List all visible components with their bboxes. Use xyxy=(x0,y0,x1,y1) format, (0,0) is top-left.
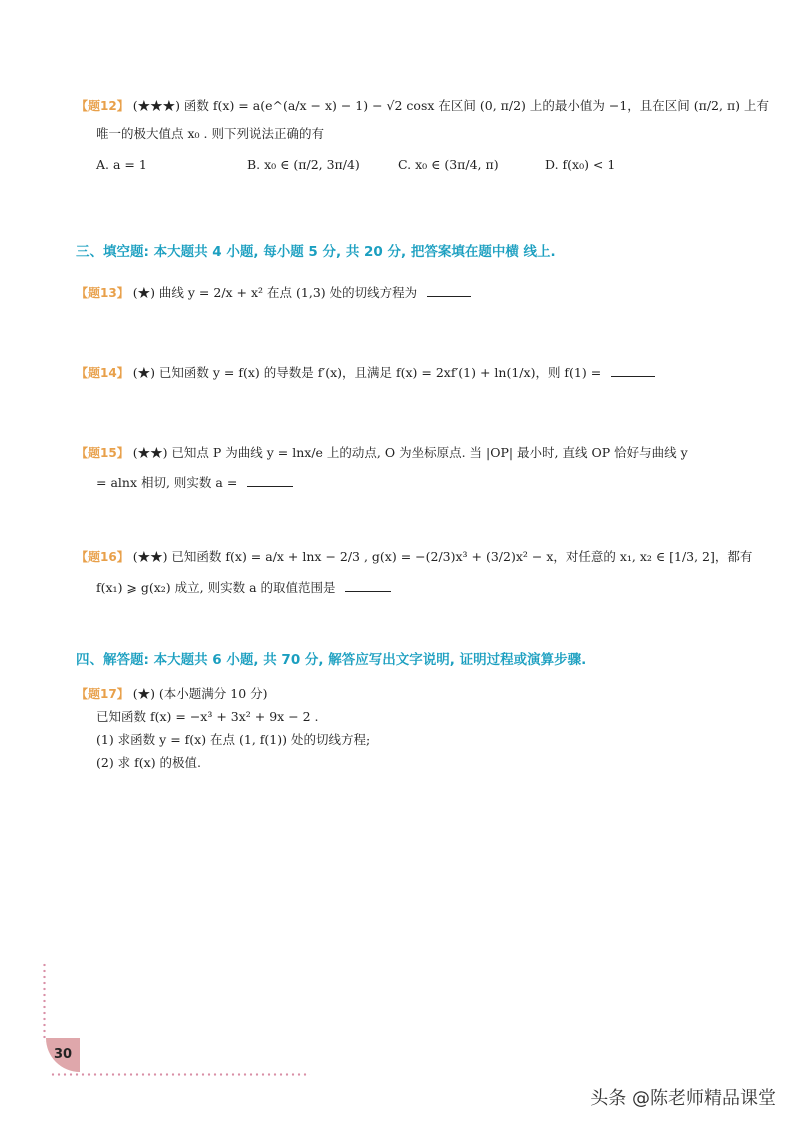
q12-option-d: D. f(x₀) < 1 xyxy=(545,157,616,172)
q17-tag: 【题17】 xyxy=(76,687,129,701)
q12-tag: 【题12】 xyxy=(76,99,129,113)
q13-tag: 【题13】 xyxy=(76,286,129,300)
q12-option-a: A. a = 1 xyxy=(96,157,147,172)
section-3-heading: 三、填空题: 本大题共 4 小题, 每小题 5 分, 共 20 分, 把答案填在题中横 线上. xyxy=(76,244,556,260)
watermark: 头条 @陈老师精品课堂 xyxy=(590,1088,776,1109)
q12-option-c: C. x₀ ∈ (3π/4, π) xyxy=(398,157,499,172)
q14 xyxy=(76,362,655,381)
q17-line-3: (2) 求 f(x) 的极值. xyxy=(96,755,202,770)
q12-line1 xyxy=(76,96,769,114)
q16-text-line1: (★★) 已知函数 f(x) = a/x + lnx − 2/3 , g(x) = −(2/3)x³ + (3/2)x² − x，对任意的 x₁, x₂ ∈ [1/3, 2]，都有 xyxy=(132,549,753,564)
decorative-dotted-line-horizontal xyxy=(50,1073,310,1076)
q16-line2 xyxy=(96,577,391,596)
q17-line-2: (1) 求函数 y = f(x) 在点 (1, f(1)) 处的切线方程; xyxy=(96,732,371,747)
q14-tag: 【题14】 xyxy=(76,366,129,380)
q17-line-1: 已知函数 f(x) = −x³ + 3x² + 9x − 2 . xyxy=(96,709,319,724)
section-4-heading: 四、解答题: 本大题共 6 小题, 共 70 分, 解答应写出文字说明, 证明过程或演算步骤. xyxy=(76,652,587,668)
decorative-dotted-line-vertical xyxy=(43,962,46,1042)
q12-option-b: B. x₀ ∈ (π/2, 3π/4) xyxy=(247,157,360,172)
page-number xyxy=(46,1038,80,1072)
q13-text: (★) 曲线 y = 2/x + x² 在点 (1,3) 处的切线方程为 xyxy=(132,285,418,300)
page-number-text: 30 xyxy=(53,1047,73,1062)
q15-text-line2: = alnx 相切, 则实数 a = xyxy=(96,475,238,490)
q15-answer-blank[interactable] xyxy=(247,472,293,487)
q17-header-text: (★) (本小题满分 10 分) xyxy=(132,686,268,701)
q15-line1 xyxy=(76,443,688,461)
q16-text-line2: f(x₁) ⩾ g(x₂) 成立, 则实数 a 的取值范围是 xyxy=(96,580,336,595)
q16-line1 xyxy=(76,547,752,565)
q17-header xyxy=(76,684,268,702)
q15-tag: 【题15】 xyxy=(76,446,129,460)
q12-line2: 唯一的极大值点 x₀ . 则下列说法正确的有 xyxy=(96,126,324,141)
q15-line2 xyxy=(96,472,293,491)
q14-text: (★) 已知函数 y = f(x) 的导数是 f′(x)，且满足 f(x) = 2xf′(1) + ln(1/x)，则 f(1) = xyxy=(132,365,602,380)
q14-answer-blank[interactable] xyxy=(611,362,655,377)
q15-text-line1: (★★) 已知点 P 为曲线 y = lnx/e 上的动点, O 为坐标原点. 当 |OP| 最小时, 直线 OP 恰好与曲线 y xyxy=(132,445,688,460)
q13-answer-blank[interactable] xyxy=(427,282,471,297)
q16-answer-blank[interactable] xyxy=(345,577,391,592)
q13 xyxy=(76,282,471,301)
q12-text-line1: (★★★) 函数 f(x) = a(e^(a/x − x) − 1) − √2 cosx 在区间 (0, π/2) 上的最小值为 −1，且在区间 (π/2, π) 上有 xyxy=(132,98,770,113)
q16-tag: 【题16】 xyxy=(76,550,129,564)
